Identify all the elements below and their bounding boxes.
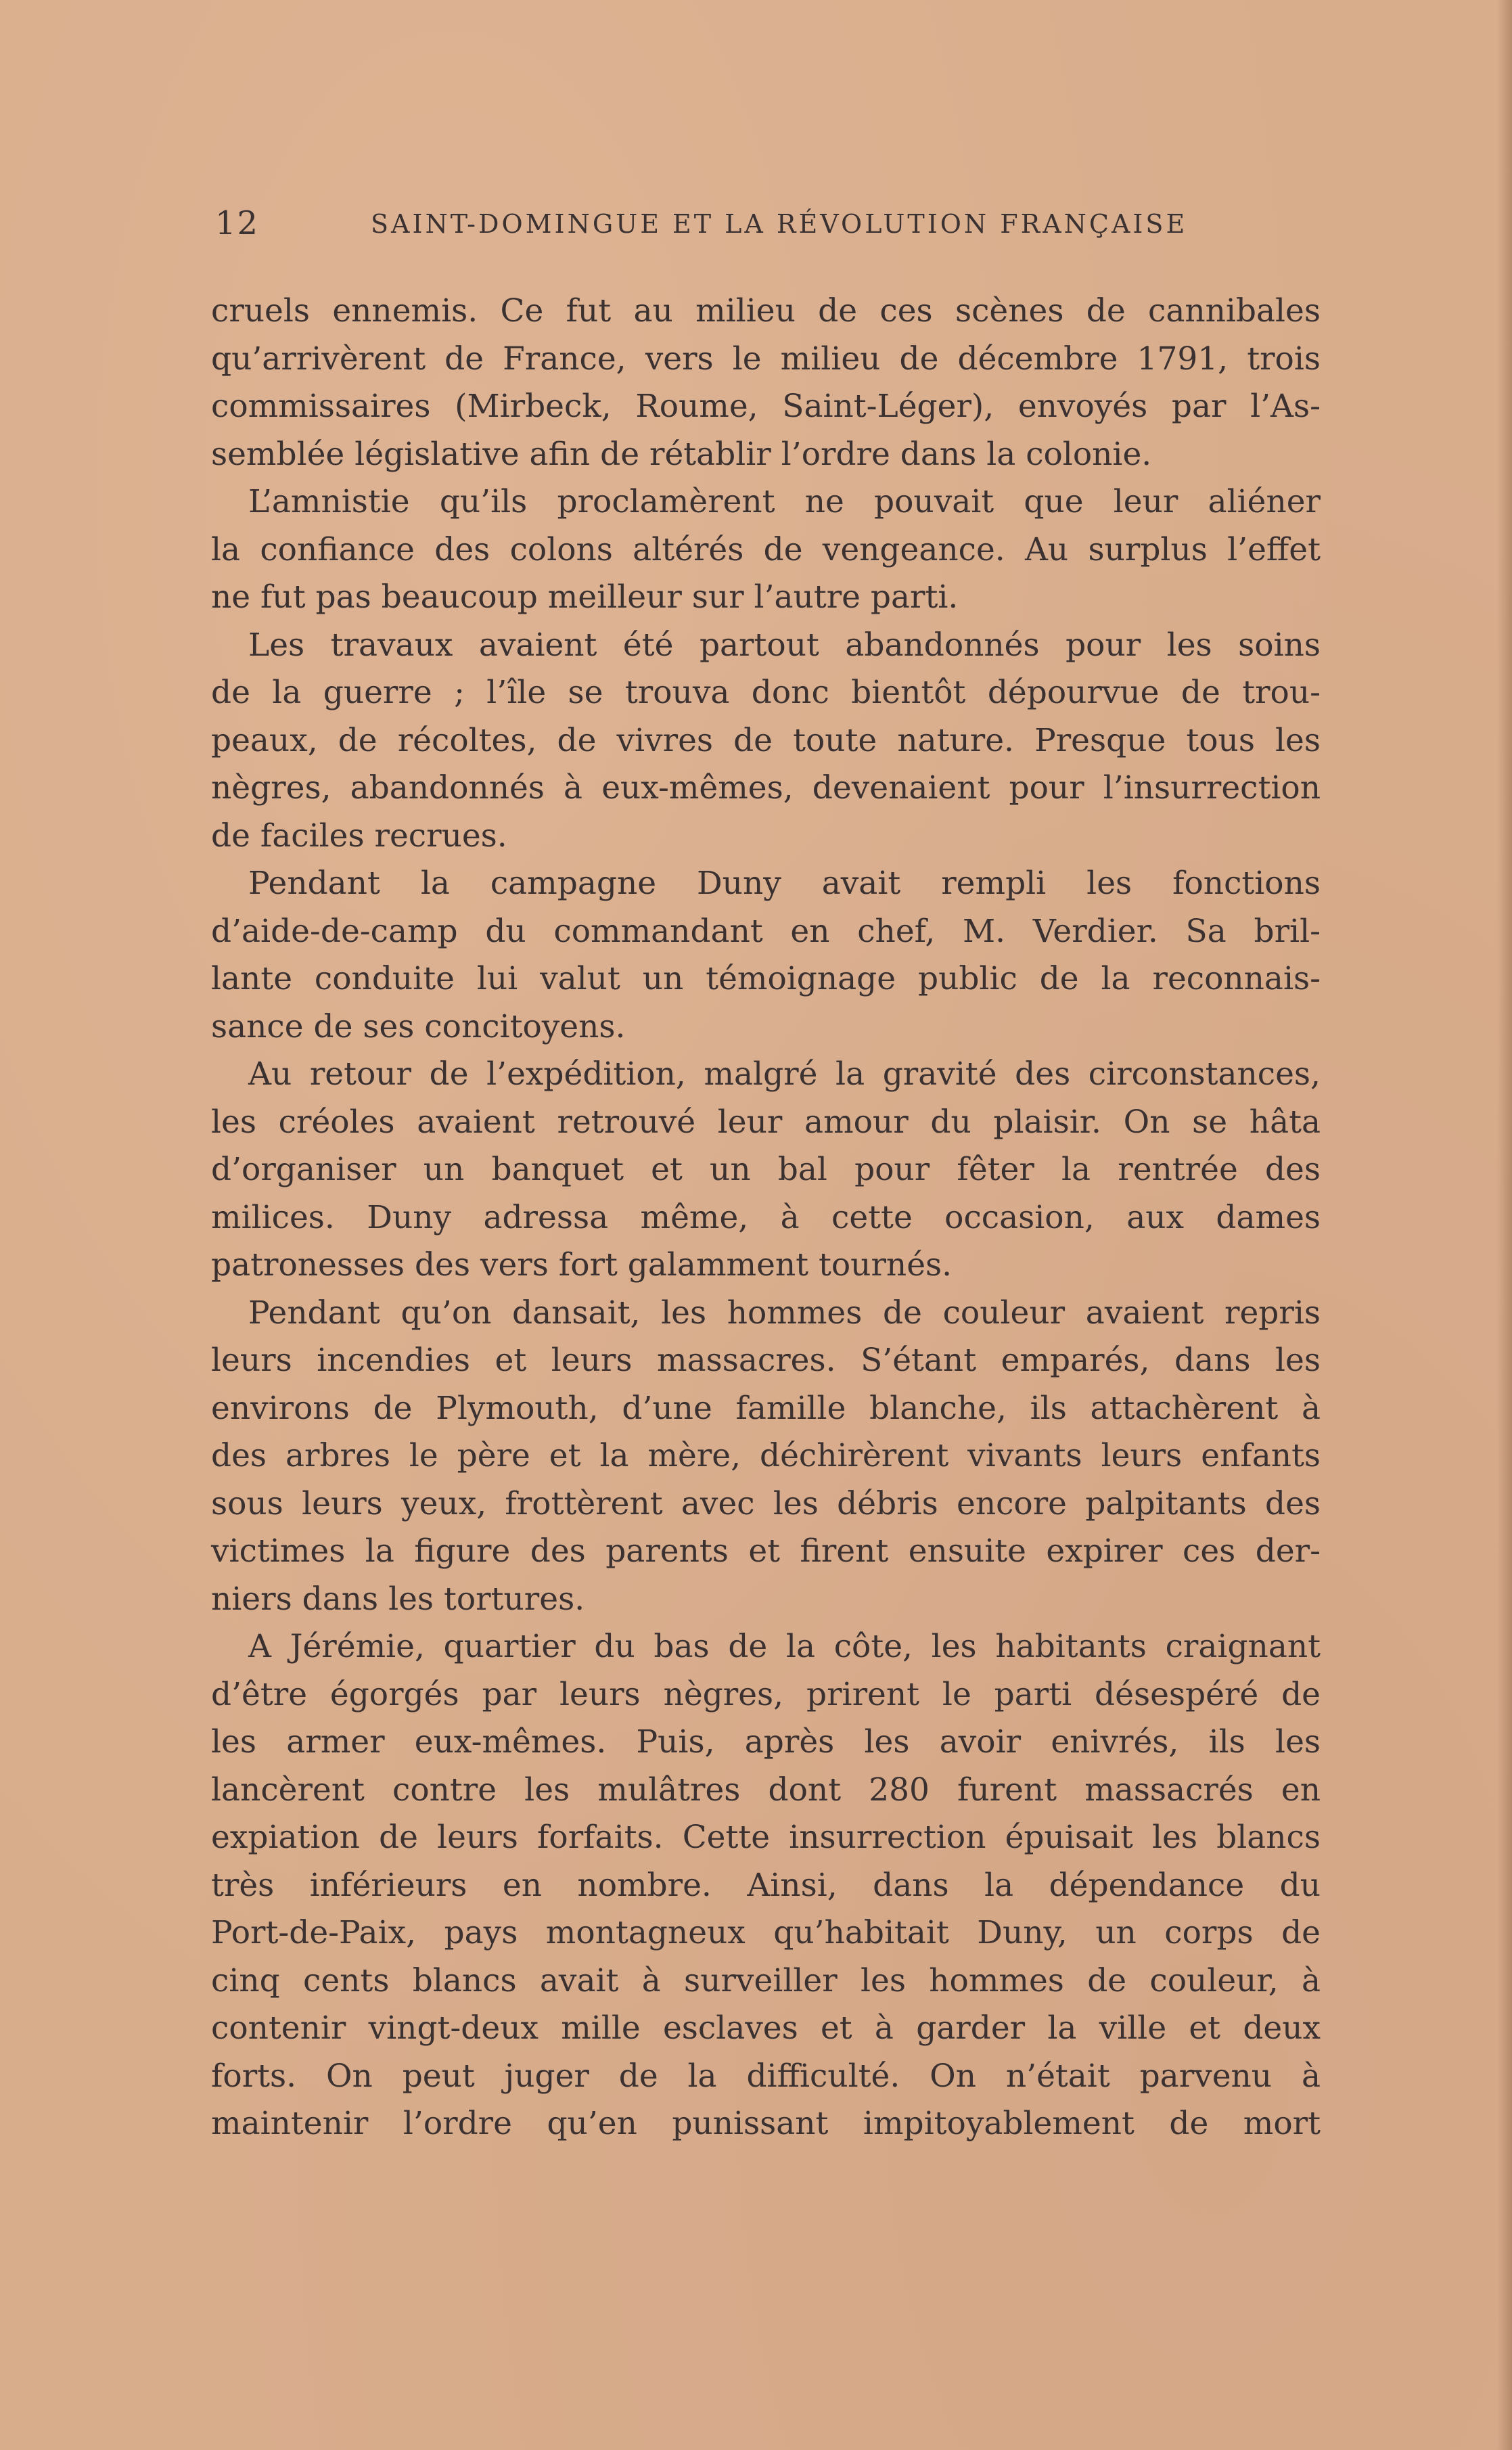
text-line: Au retour de l’expédition, malgré la gravité des circonstances, xyxy=(248,1056,1321,1093)
text-line: A Jérémie, quartier du bas de la côte, les habitants craignant xyxy=(248,1628,1321,1665)
text-line: semblée législative afin de rétablir l’ordre dans la colonie. xyxy=(211,435,1152,473)
text-line: lancèrent contre les mulâtres dont 280 furent massacrés en xyxy=(211,1771,1321,1809)
text-line: très inférieurs en nombre. Ainsi, dans la dépendance du xyxy=(211,1866,1321,1904)
text-line: milices. Duny adressa même, à cette occasion, aux dames xyxy=(211,1198,1321,1236)
text-line: Port-de-Paix, pays montagneux qu’habitait Duny, un corps de xyxy=(211,1914,1321,1951)
text-line: de la guerre ; l’île se trouva donc bientôt dépourvue de trou- xyxy=(211,674,1321,711)
text-line: ne fut pas beaucoup meilleur sur l’autre parti. xyxy=(211,579,959,616)
text-line: d’aide-de-camp du commandant en chef, M. Verdier. Sa bril- xyxy=(211,912,1321,950)
text-line: L’amnistie qu’ils proclamèrent ne pouvait que leur aliéner xyxy=(248,483,1321,520)
text-line: sous leurs yeux, frottèrent avec les débris encore palpitants des xyxy=(211,1484,1321,1522)
text-line: patronesses des vers fort galamment tournés. xyxy=(211,1246,953,1284)
body-text xyxy=(211,288,1321,2148)
text-line: cruels ennemis. Ce fut au milieu de ces scènes de cannibales xyxy=(211,292,1321,330)
text-line: qu’arrivèrent de France, vers le milieu de décembre 1791, trois xyxy=(211,340,1321,378)
text-line: cinq cents blancs avait à surveiller les hommes de couleur, à xyxy=(211,1961,1321,1999)
text-line: peaux, de récoltes, de vivres de toute nature. Presque tous les xyxy=(211,721,1321,759)
page-edge-shadow xyxy=(1497,0,1512,2450)
text-line: leurs incendies et leurs massacres. S’étant emparés, dans les xyxy=(211,1342,1321,1379)
text-line: d’organiser un banquet et un bal pour fêter la rentrée des xyxy=(211,1151,1321,1188)
running-title: SAINT-DOMINGUE ET LA RÉVOLUTION FRANÇAISE xyxy=(371,209,1188,239)
text-line: nègres, abandonnés à eux-mêmes, devenaient pour l’insurrection xyxy=(211,769,1321,807)
page-number: 12 xyxy=(215,204,260,242)
text-line: expiation de leurs forfaits. Cette insurrection épuisait les blancs xyxy=(211,1819,1321,1856)
text-line: les armer eux-mêmes. Puis, après les avoir enivrés, ils les xyxy=(211,1723,1321,1761)
text-line: d’être égorgés par leurs nègres, prirent le parti désespéré de xyxy=(211,1675,1321,1713)
text-line: Pendant la campagne Duny avait rempli les fonctions xyxy=(248,865,1321,902)
text-line: la confiance des colons altérés de vengeance. Au surplus l’effet xyxy=(211,530,1321,568)
text-line: de faciles recrues. xyxy=(211,817,507,855)
text-line: commissaires (Mirbeck, Roume, Saint-Léger), envoyés par l’As- xyxy=(211,388,1321,425)
text-line: lante conduite lui valut un témoignage public de la reconnais- xyxy=(211,960,1321,997)
text-line: niers dans les tortures. xyxy=(211,1580,585,1618)
text-line: sance de ses concitoyens. xyxy=(211,1007,626,1045)
text-line: victimes la figure des parents et firent ensuite expirer ces der- xyxy=(211,1533,1321,1570)
text-line: maintenir l’ordre qu’en punissant impitoyablement de mort xyxy=(211,2105,1321,2142)
text-line: Pendant qu’on dansait, les hommes de couleur avaient repris xyxy=(248,1294,1321,1332)
text-line: contenir vingt-deux mille esclaves et à garder la ville et deux xyxy=(211,2010,1321,2047)
page-header xyxy=(215,203,1188,244)
text-line: Les travaux avaient été partout abandonnés pour les soins xyxy=(248,626,1321,664)
text-line: environs de Plymouth, d’une famille blanche, ils attachèrent à xyxy=(211,1389,1321,1427)
text-line: des arbres le père et la mère, déchirèrent vivants leurs enfants xyxy=(211,1437,1321,1474)
text-line: forts. On peut juger de la difficulté. On n’était parvenu à xyxy=(211,2057,1321,2095)
text-line: les créoles avaient retrouvé leur amour du plaisir. On se hâta xyxy=(211,1103,1321,1141)
